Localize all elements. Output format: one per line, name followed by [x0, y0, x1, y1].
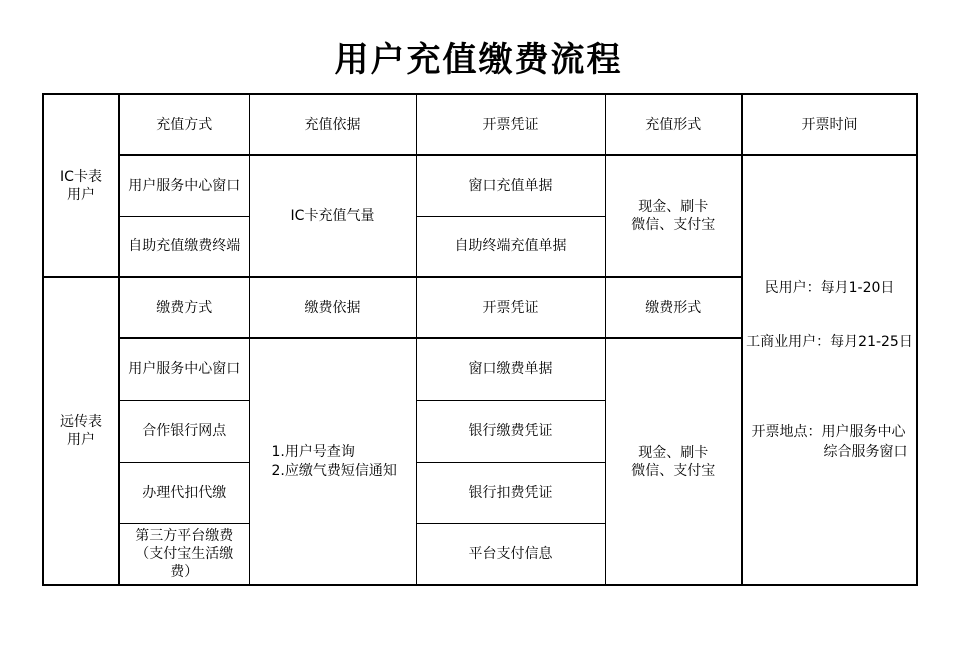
ic-header-voucher: 开票凭证 [416, 94, 605, 155]
ic-group-label: IC卡表 用户 [43, 94, 119, 277]
ic-row [43, 155, 917, 216]
remote-voucher-cell: 银行扣费凭证 [416, 462, 605, 523]
invoice-location: 开票地点：用户服务中心 综合服务窗口 [751, 424, 908, 460]
remote-method-cell: 用户服务中心窗口 [119, 338, 249, 400]
ic-method-cell: 自助充值缴费终端 [119, 216, 249, 277]
remote-voucher-cell: 窗口缴费单据 [416, 338, 605, 400]
residential-time: 民用户：每月1-20日 [764, 280, 895, 296]
remote-header-method: 缴费方式 [119, 277, 249, 338]
ic-voucher-cell: 自助终端充值单据 [416, 216, 605, 277]
ic-header-basis: 充值依据 [249, 94, 416, 155]
commercial-time: 工商业用户：每月21-25日 [746, 334, 913, 350]
ic-basis-cell: IC卡充值气量 [249, 155, 416, 277]
ic-method-cell: 用户服务中心窗口 [119, 155, 249, 216]
remote-header-basis: 缴费依据 [249, 277, 416, 338]
remote-header-voucher: 开票凭证 [416, 277, 605, 338]
remote-method-cell: 合作银行网点 [119, 400, 249, 462]
ic-header-row [43, 94, 917, 155]
remote-header-form: 缴费形式 [605, 277, 742, 338]
invoice-time-cell [742, 155, 917, 585]
remote-method-cell: 办理代扣代缴 [119, 462, 249, 523]
ic-voucher-cell: 窗口充值单据 [416, 155, 605, 216]
remote-method-cell: 第三方平台缴费 （支付宝生活缴 费） [119, 523, 249, 585]
remote-group-label: 远传表 用户 [43, 277, 119, 585]
ic-header-method: 充值方式 [119, 94, 249, 155]
remote-voucher-cell: 平台支付信息 [416, 523, 605, 585]
remote-form-cell: 现金、刷卡 微信、支付宝 [605, 338, 742, 585]
invoice-time-header: 开票时间 [742, 94, 917, 155]
ic-header-form: 充值形式 [605, 94, 742, 155]
ic-form-cell: 现金、刷卡 微信、支付宝 [605, 155, 742, 277]
remote-voucher-cell: 银行缴费凭证 [416, 400, 605, 462]
page-title: 用户充值缴费流程 [334, 40, 623, 80]
remote-basis-cell: 1.用户号查询 2.应缴气费短信通知 [249, 338, 416, 585]
payment-flow-table [42, 93, 918, 586]
